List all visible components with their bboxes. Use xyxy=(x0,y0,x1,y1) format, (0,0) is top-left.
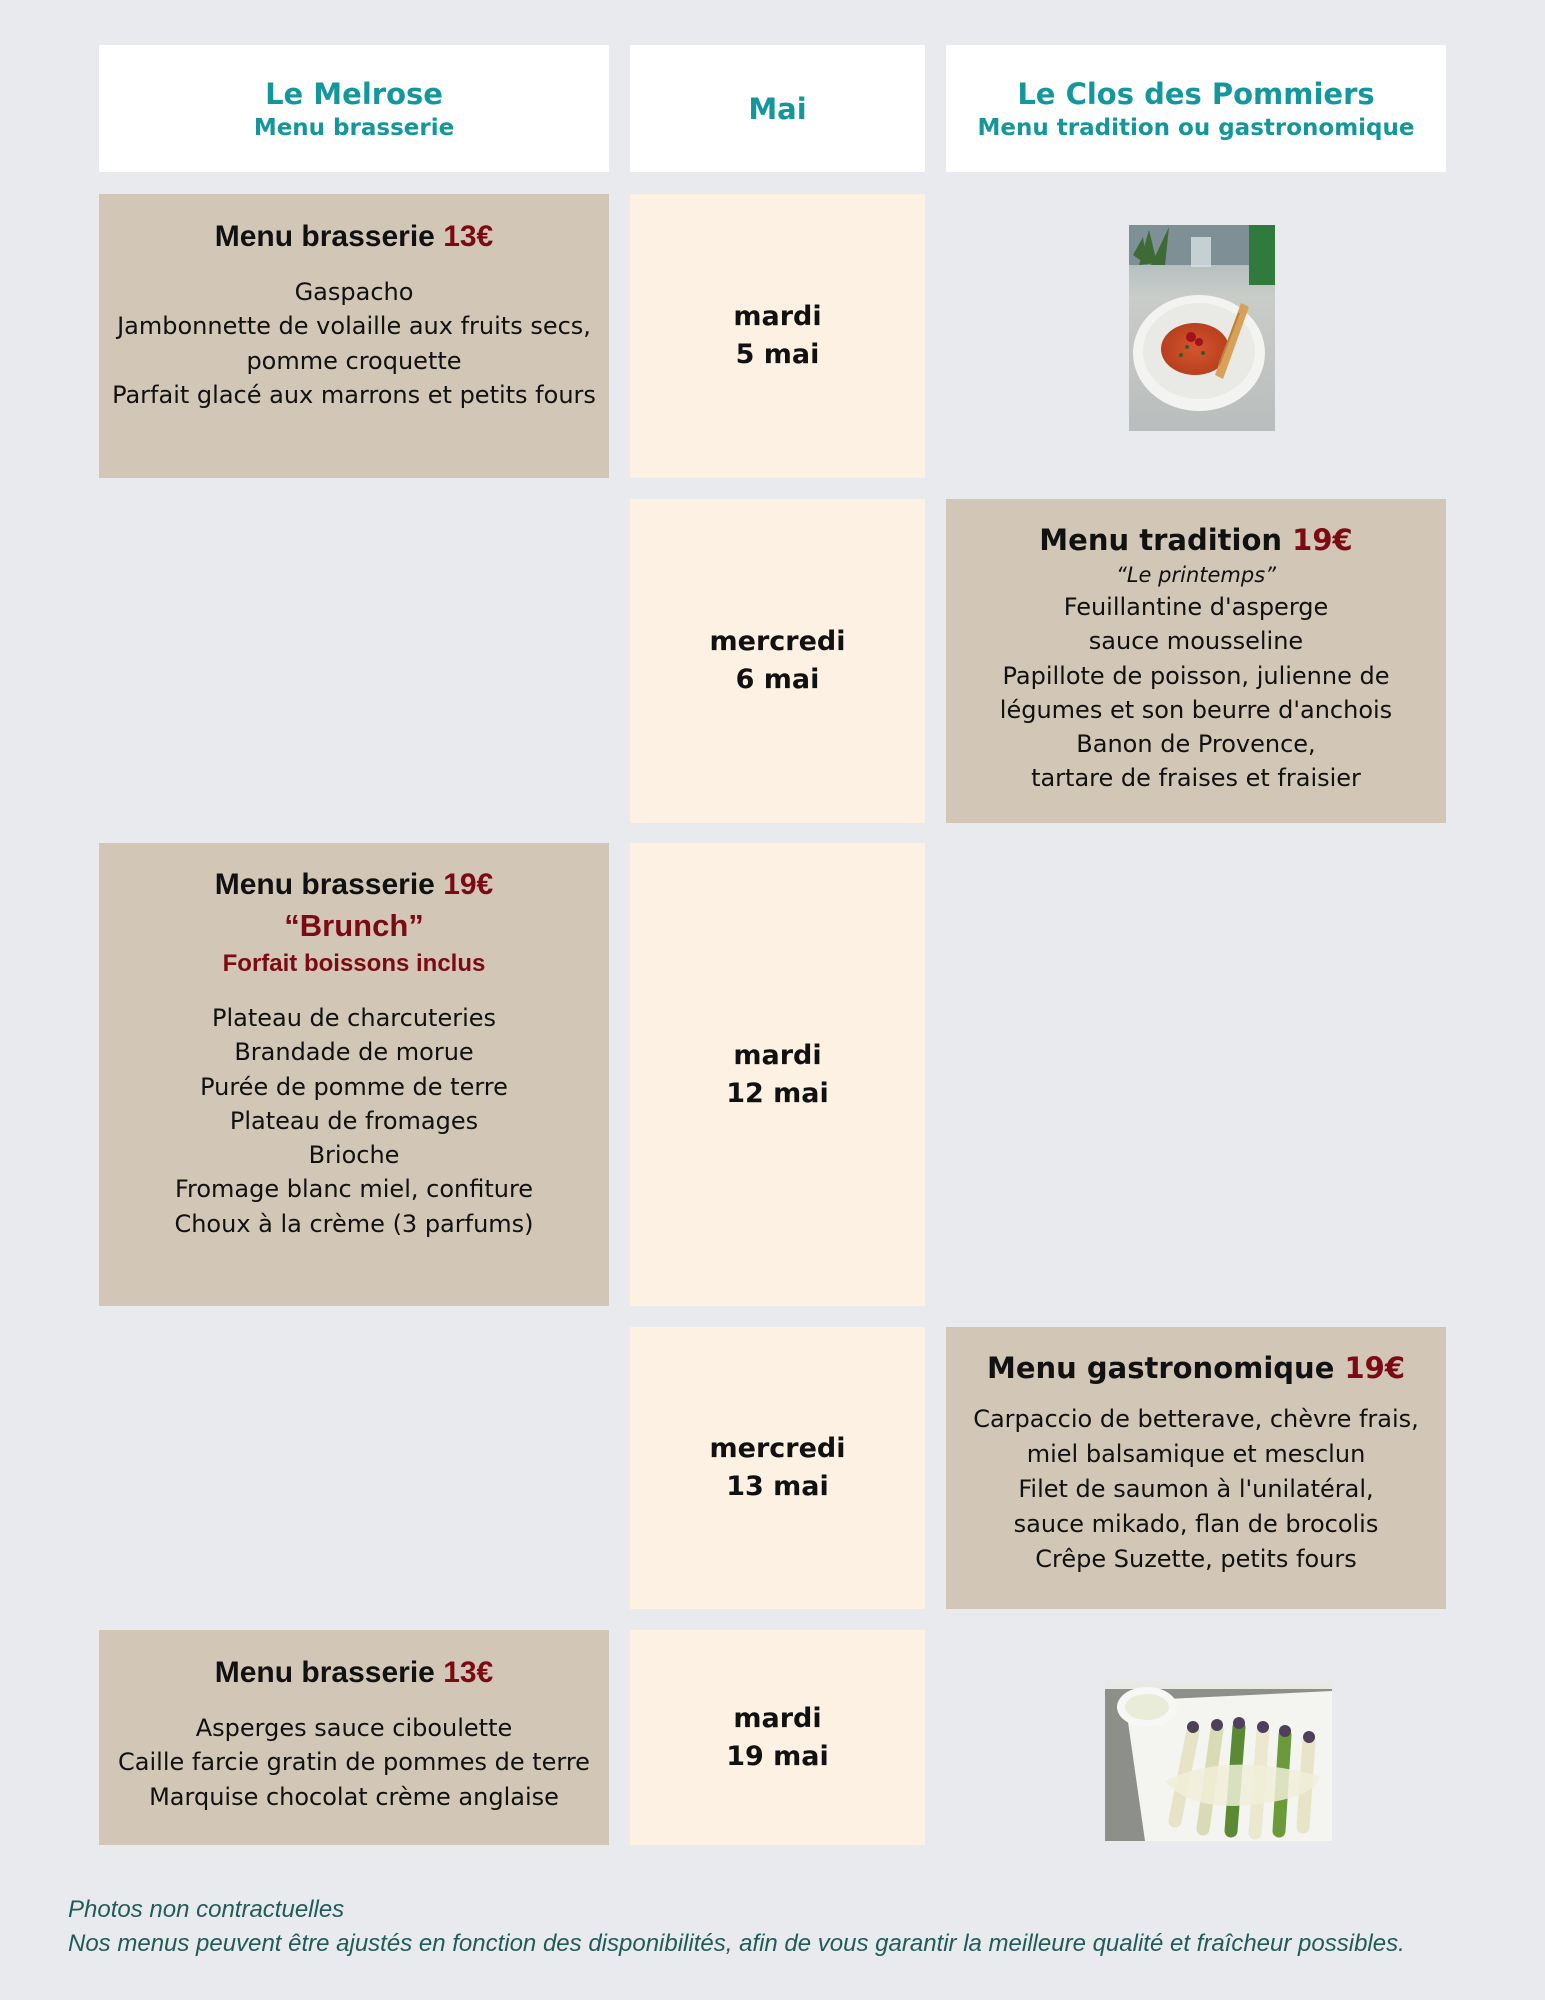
menu-card-melrose-5-mai xyxy=(99,194,609,478)
menu-item: Parfait glacé aux marrons et petits fours xyxy=(112,380,596,409)
day-date: 6 mai xyxy=(735,664,820,695)
day-date: 19 mai xyxy=(726,1740,829,1772)
gaspacho-dish-image xyxy=(1129,225,1275,431)
menu-item: Feuillantine d'asperge xyxy=(1063,593,1329,621)
menu-tagline: “Le printemps” xyxy=(1115,563,1277,587)
date-cell-6-mai xyxy=(630,499,925,823)
restaurant-subtitle-melrose: Menu brasserie xyxy=(253,114,455,141)
header-month xyxy=(630,45,925,172)
restaurant-title-clos: Le Clos des Pommiers xyxy=(1017,76,1375,111)
menu-item: Brandade de morue xyxy=(234,1038,474,1067)
menu-item: Caille farcie gratin de pommes de terre xyxy=(118,1748,590,1777)
day-date: 5 mai xyxy=(735,339,820,370)
menu-item: miel balsamique et mesclun xyxy=(1026,1440,1366,1468)
date-cell-19-mai xyxy=(630,1630,925,1845)
menu-price: 19€ xyxy=(443,868,494,901)
restaurant-subtitle-clos: Menu tradition ou gastronomique xyxy=(977,114,1415,141)
menu-item: légumes et son beurre d'anchois xyxy=(999,695,1393,724)
restaurant-title-melrose: Le Melrose xyxy=(265,76,443,111)
menu-item: Gaspacho xyxy=(294,278,414,306)
asparagus-dish-image xyxy=(1105,1681,1332,1841)
day-name: mercredi xyxy=(709,1433,846,1464)
menu-item: Crêpe Suzette, petits fours xyxy=(1035,1545,1357,1573)
menu-items xyxy=(118,1711,590,1814)
menu-item: Marquise chocolat crème anglaise xyxy=(149,1782,559,1811)
month-title: Mai xyxy=(748,91,807,126)
date-cell-5-mai xyxy=(630,194,925,478)
menu-card-clos-13-mai xyxy=(946,1327,1446,1609)
menu-price: 19€ xyxy=(1344,1351,1406,1385)
menu-title: Menu gastronomique 19€ xyxy=(986,1351,1406,1385)
day-name: mardi xyxy=(733,301,822,332)
menu-card-clos-6-mai xyxy=(946,499,1446,823)
menu-title: Menu brasserie 19€ xyxy=(214,868,494,901)
photo-asperges xyxy=(1105,1681,1332,1841)
menu-price: 19€ xyxy=(1292,523,1353,557)
day-date: 13 mai xyxy=(726,1471,829,1502)
menu-item: tartare de fraises et fraisier xyxy=(1031,764,1361,793)
menu-note: Forfait boissons inclus xyxy=(222,950,486,977)
menu-item: Purée de pomme de terre xyxy=(200,1072,508,1101)
menu-item: Plateau de charcuteries xyxy=(211,1004,497,1032)
menu-card-melrose-12-mai xyxy=(99,843,609,1306)
footer-photo-disclaimer: Photos non contractuelles xyxy=(68,1896,345,1923)
menu-item: Asperges sauce ciboulette xyxy=(195,1714,513,1742)
footer-menu-disclaimer: Nos menus peuvent être ajustés en fonction des disponibilités, afin de vous garantir la meilleure qualité et fraîcheur possibles. xyxy=(68,1930,1405,1957)
menu-card-melrose-19-mai xyxy=(99,1630,609,1845)
menu-item: Jambonnette de volaille aux fruits secs, xyxy=(117,312,591,341)
menu-title: Menu tradition 19€ xyxy=(1039,523,1353,557)
date-cell-13-mai xyxy=(630,1327,925,1609)
menu-item: pomme croquette xyxy=(246,346,462,375)
menu-item: Filet de saumon à l'unilatéral, xyxy=(1018,1475,1374,1503)
menu-price: 13€ xyxy=(443,1656,494,1689)
menu-item: Plateau de fromages xyxy=(229,1106,479,1135)
date-cell-12-mai xyxy=(630,843,925,1306)
menu-item: Brioche xyxy=(308,1141,400,1170)
menu-item: Choux à la crème (3 parfums) xyxy=(174,1209,534,1238)
menu-item: Banon de Provence, xyxy=(1076,730,1316,759)
day-name: mercredi xyxy=(709,626,846,657)
menu-items xyxy=(112,275,596,412)
day-name: mardi xyxy=(733,1039,822,1071)
day-name: mardi xyxy=(733,1702,822,1734)
header-le-melrose xyxy=(99,45,609,172)
header-clos-des-pommiers xyxy=(946,45,1446,172)
menu-price: 13€ xyxy=(443,220,494,253)
menu-title: Menu brasserie 13€ xyxy=(214,220,494,253)
photo-gaspacho xyxy=(1129,225,1275,431)
menu-item: Fromage blanc miel, confiture xyxy=(174,1175,534,1204)
menu-items xyxy=(973,1402,1419,1577)
menu-item: Carpaccio de betterave, chèvre frais, xyxy=(973,1405,1419,1433)
day-date: 12 mai xyxy=(726,1077,829,1109)
menu-item: Papillote de poisson, julienne de xyxy=(1002,661,1390,690)
menu-title: Menu brasserie 13€ xyxy=(214,1656,494,1689)
menu-item: sauce mousseline xyxy=(1088,627,1304,656)
menu-items xyxy=(174,1001,533,1241)
menu-items xyxy=(1000,590,1392,796)
menu-item: sauce mikado, flan de brocolis xyxy=(1013,1510,1379,1538)
menu-subtitle: “Brunch” xyxy=(284,908,424,943)
